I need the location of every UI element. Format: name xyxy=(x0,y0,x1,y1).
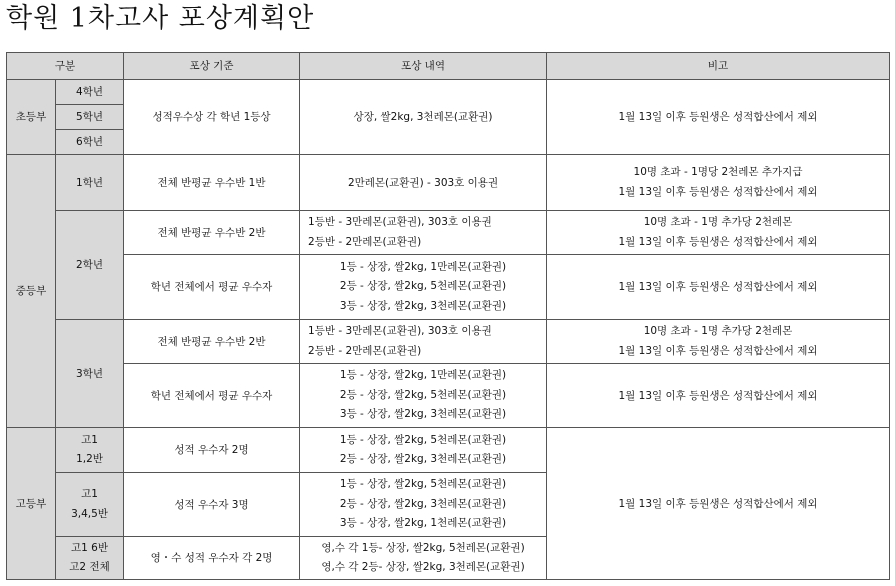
reward-cell: 2만레몬(교환권) - 303호 이용권 xyxy=(300,155,547,211)
group-line: 고1 xyxy=(81,488,98,500)
table-row xyxy=(7,155,890,211)
reward-line: 3등 - 상장, 쌀2kg, 1천레몬(교환권) xyxy=(339,517,507,530)
reward-line: 1등 - 상장, 쌀2kg, 5천레몬(교환권) xyxy=(339,433,507,446)
table-row xyxy=(7,364,890,428)
reward-cell xyxy=(300,255,547,320)
criteria-cell: 전체 반평균 우수반 2반 xyxy=(124,211,300,255)
reward-line: 2등 - 상장, 쌀2kg, 5천레몬(교환권) xyxy=(339,280,507,293)
table-row xyxy=(7,255,890,320)
reward-cell xyxy=(300,320,547,364)
criteria-cell: 영・수 성적 우수자 각 2명 xyxy=(124,537,300,580)
grade-cell: 1학년 xyxy=(56,155,124,211)
header-note: 비고 xyxy=(547,53,890,80)
criteria-cell: 성적 우수자 2명 xyxy=(124,428,300,473)
note-line: 10명 초과 - 1명당 2천레몬 추가지급 xyxy=(633,166,803,178)
criteria-cell: 전체 반평균 우수반 1반 xyxy=(124,155,300,211)
note-cell xyxy=(547,211,890,255)
reward-line: 2등반 - 2만레몬(교환권) xyxy=(308,235,422,248)
header-reward: 포상 내역 xyxy=(300,53,547,80)
division-high: 고등부 xyxy=(7,428,56,580)
grade-cell: 2학년 xyxy=(56,211,124,320)
group-line: 고1 6반 xyxy=(71,541,108,554)
reward-line: 1등 - 상장, 쌀2kg, 1만레몬(교환권) xyxy=(339,260,507,273)
grade-cell: 6학년 xyxy=(56,130,124,155)
note-cell: 1월 13일 이후 등원생은 성적합산에서 제외 xyxy=(547,364,890,428)
reward-line: 3등 - 상장, 쌀2kg, 3천레몬(교환권) xyxy=(339,408,507,421)
criteria-cell: 성적 우수자 3명 xyxy=(124,473,300,537)
group-cell xyxy=(56,473,124,537)
reward-cell xyxy=(300,211,547,255)
reward-line: 2등 - 상장, 쌀2kg, 3천레몬(교환권) xyxy=(339,453,507,465)
table-row xyxy=(7,428,890,473)
group-line: 고1 xyxy=(81,433,98,446)
reward-line: 1등 - 상장, 쌀2kg, 5천레몬(교환권) xyxy=(339,478,507,491)
note-cell xyxy=(547,320,890,364)
division-elementary: 초등부 xyxy=(7,80,56,155)
division-middle: 중등부 xyxy=(7,155,56,428)
reward-line: 영,수 각 2등- 상장, 쌀2kg, 3천레몬(교환권) xyxy=(321,561,525,573)
criteria-cell: 성적우수상 각 학년 1등상 xyxy=(124,80,300,155)
group-cell xyxy=(56,428,124,473)
note-line: 1월 13일 이후 등원생은 성적합산에서 제외 xyxy=(618,235,818,248)
header-category: 구분 xyxy=(7,53,124,80)
reward-cell xyxy=(300,364,547,428)
note-line: 1월 13일 이후 등원생은 성적합산에서 제외 xyxy=(618,344,818,357)
header-criteria: 포상 기준 xyxy=(124,53,300,80)
criteria-cell: 전체 반평균 우수반 2반 xyxy=(124,320,300,364)
note-cell: 1월 13일 이후 등원생은 성적합산에서 제외 xyxy=(547,255,890,320)
criteria-cell: 학년 전체에서 평균 우수자 xyxy=(124,364,300,428)
note-line: 10명 초과 - 1명 추가당 2천레몬 xyxy=(643,216,793,228)
group-line: 고2 전체 xyxy=(69,561,110,573)
reward-line: 2등 - 상장, 쌀2kg, 3천레몬(교환권) xyxy=(339,497,507,510)
note-cell xyxy=(547,155,890,211)
grade-cell: 3학년 xyxy=(56,320,124,428)
reward-cell: 상장, 쌀2kg, 3천레몬(교환권) xyxy=(300,80,547,155)
reward-cell xyxy=(300,473,547,537)
group-line: 1,2반 xyxy=(76,453,103,465)
criteria-cell: 학년 전체에서 평균 우수자 xyxy=(124,255,300,320)
reward-plan-table xyxy=(6,52,890,580)
grade-cell: 4학년 xyxy=(56,80,124,105)
note-cell: 1월 13일 이후 등원생은 성적합산에서 제외 xyxy=(547,428,890,580)
reward-cell xyxy=(300,537,547,580)
table-row xyxy=(7,80,890,105)
group-line: 3,4,5반 xyxy=(71,507,108,520)
note-cell: 1월 13일 이후 등원생은 성적합산에서 제외 xyxy=(547,80,890,155)
reward-cell xyxy=(300,428,547,473)
page-title-text: 학원 1차고사 포상계획안 xyxy=(6,3,315,34)
header-row xyxy=(7,53,890,80)
reward-line: 1등반 - 3만레몬(교환권), 303호 이용권 xyxy=(308,216,492,228)
grade-cell: 5학년 xyxy=(56,105,124,130)
table-row xyxy=(7,320,890,364)
note-line: 1월 13일 이후 등원생은 성적합산에서 제외 xyxy=(618,185,818,198)
group-cell xyxy=(56,537,124,580)
reward-line: 2등 - 상장, 쌀2kg, 5천레몬(교환권) xyxy=(339,388,507,401)
reward-line: 영,수 각 1등- 상장, 쌀2kg, 5천레몬(교환권) xyxy=(321,541,525,554)
reward-line: 1등반 - 3만레몬(교환권), 303호 이용권 xyxy=(308,325,492,337)
reward-line: 2등반 - 2만레몬(교환권) xyxy=(308,344,422,357)
page-title xyxy=(6,2,314,36)
note-line: 10명 초과 - 1명 추가당 2천레몬 xyxy=(643,325,793,337)
table-row xyxy=(7,211,890,255)
reward-line: 1등 - 상장, 쌀2kg, 1만레몬(교환권) xyxy=(339,369,507,382)
reward-line: 3등 - 상장, 쌀2kg, 3천레몬(교환권) xyxy=(339,299,507,312)
